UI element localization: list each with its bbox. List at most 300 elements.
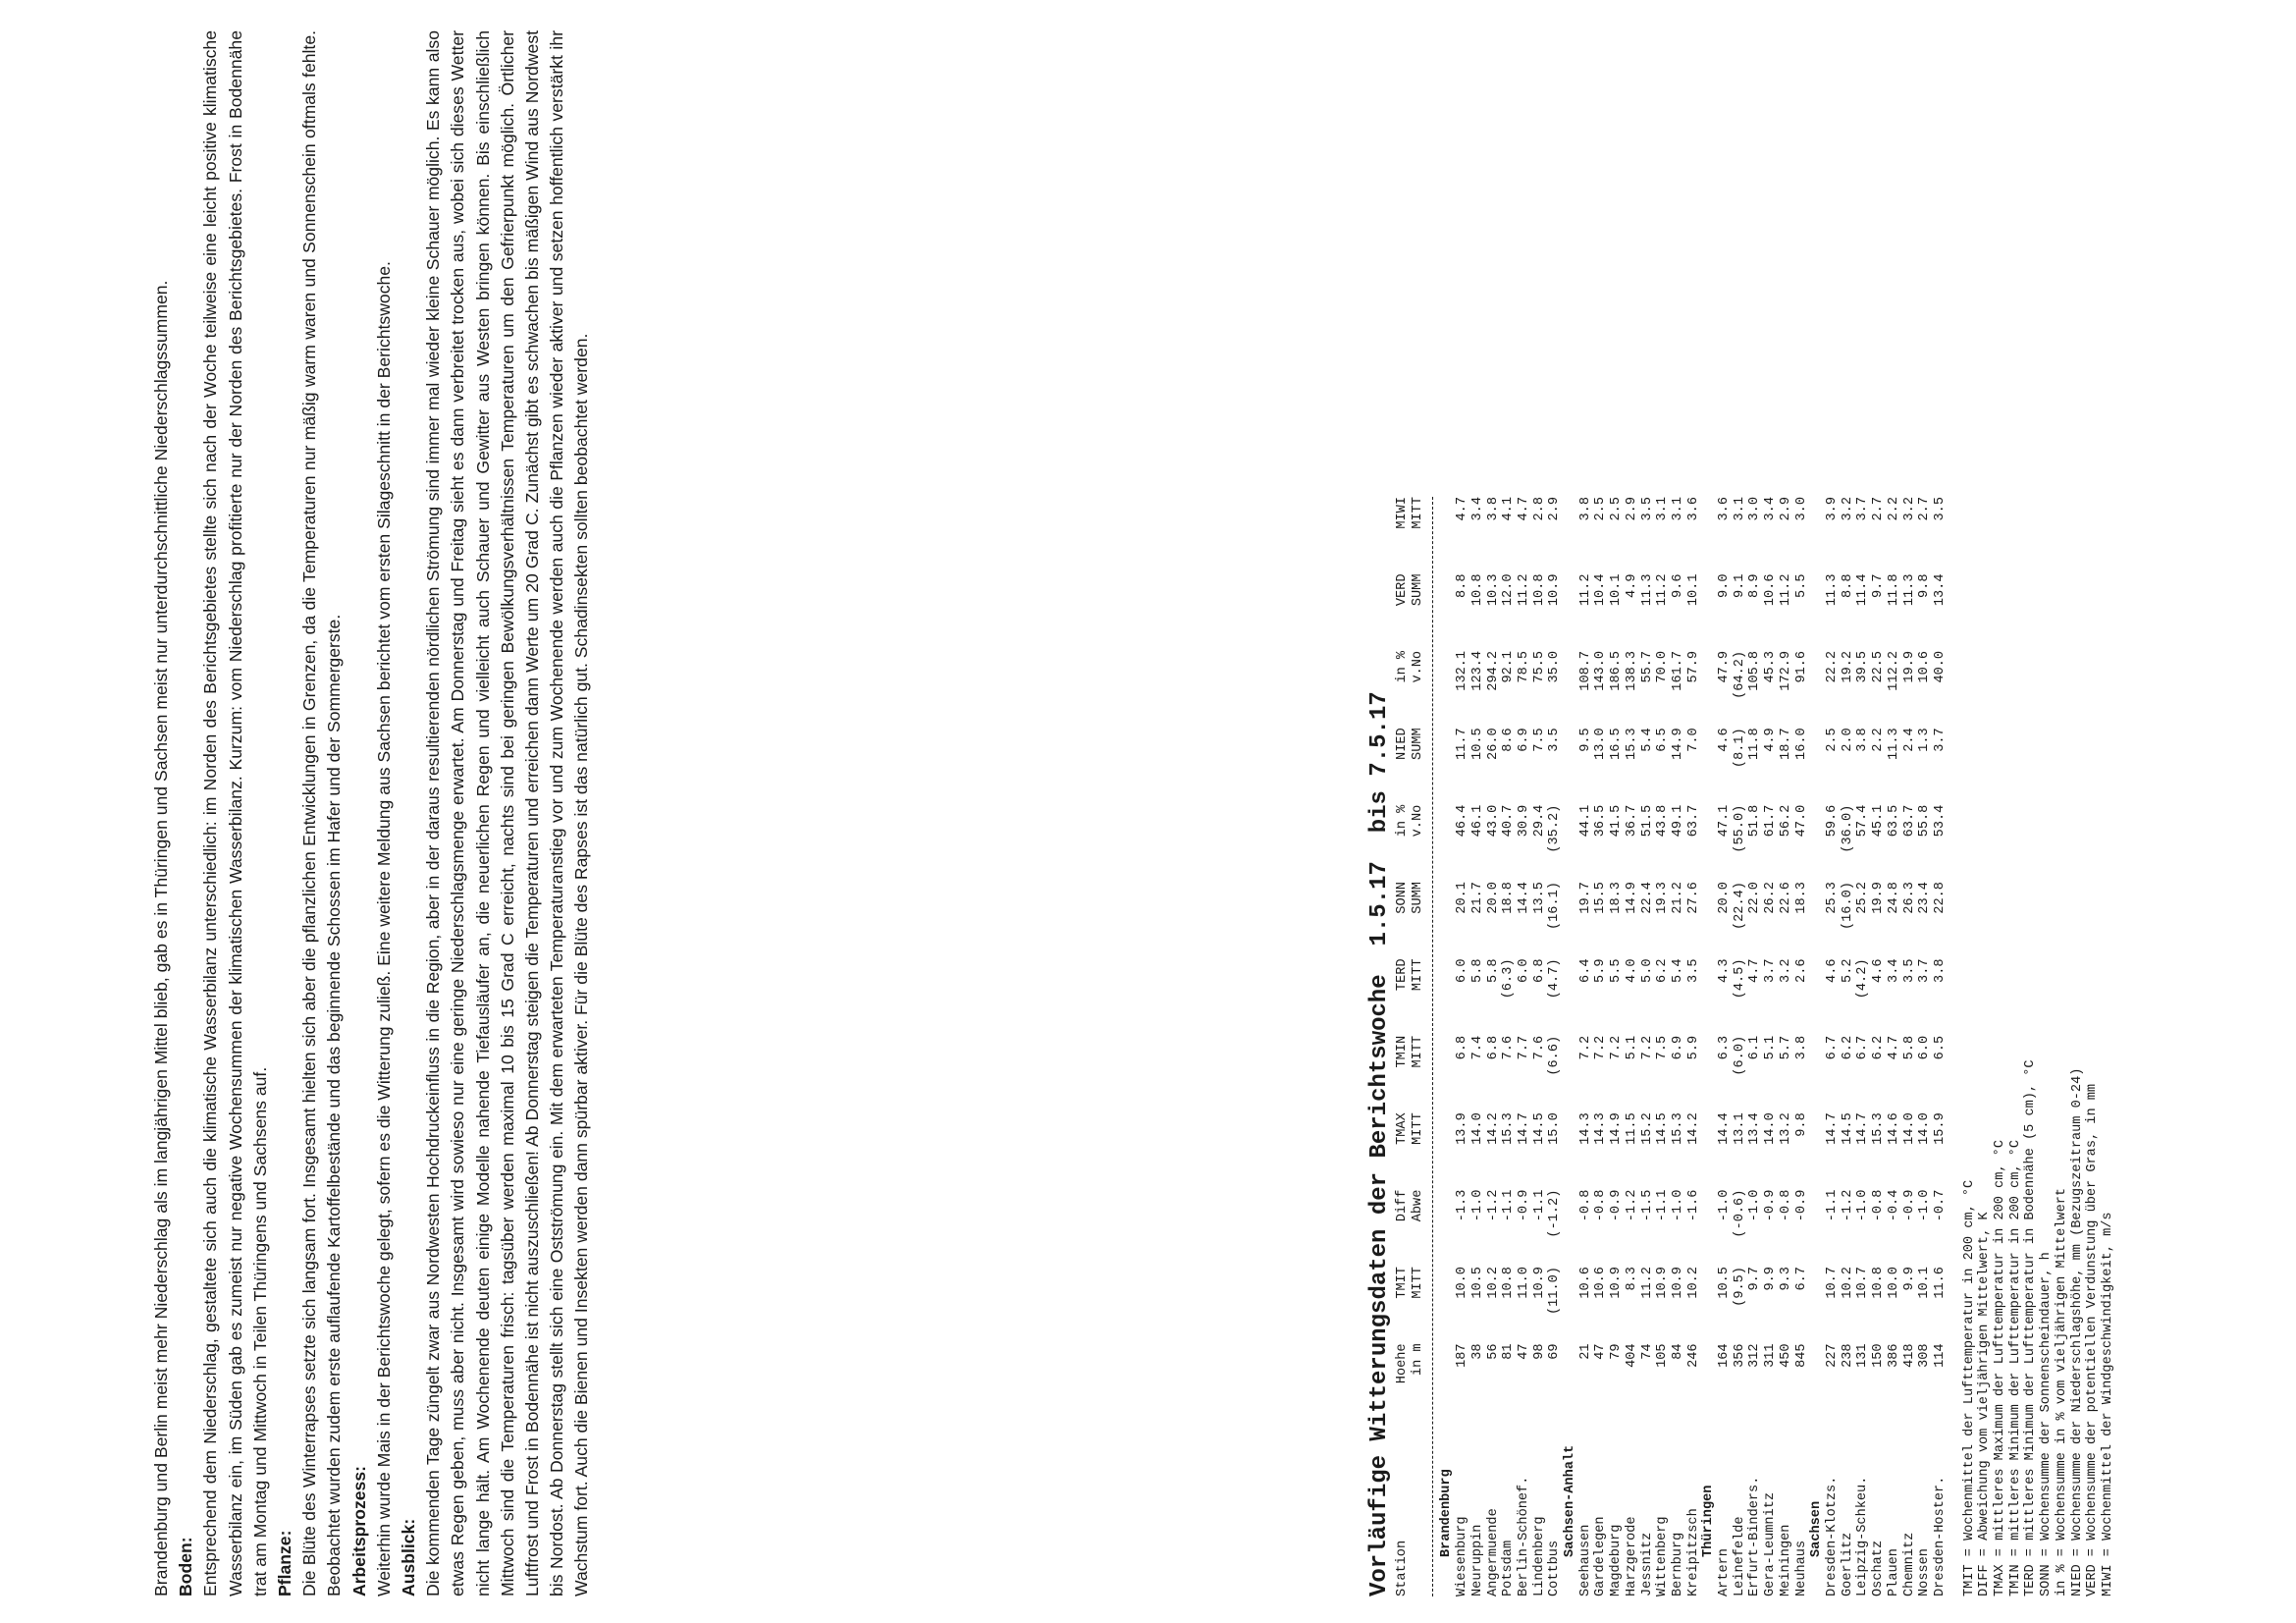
table-cell: 6.4 <box>1577 958 1593 983</box>
table-cell: 845 <box>1793 1343 1809 1368</box>
column-header: SUMM <box>1410 573 1425 607</box>
table-cell: 3.5 <box>1639 497 1655 521</box>
table-cell: 19.2 <box>1840 650 1855 683</box>
table-cell: 6.5 <box>1932 1035 1948 1060</box>
table-cell: 2.7 <box>1871 497 1887 521</box>
table-cell: 15.3 <box>1501 1112 1517 1145</box>
table-cell: 294.2 <box>1485 650 1501 691</box>
table-cell: -1.6 <box>1685 1189 1701 1222</box>
header-separator <box>1425 497 1439 1596</box>
table-cell: 43.0 <box>1485 804 1501 838</box>
legend-entry: TERD = mittleres Minimum der Lufttemperatur in Bodennähe (5 cm), °C <box>2023 1059 2039 1596</box>
table-cell: 3.2 <box>1778 958 1793 983</box>
table-cell: 14.9 <box>1670 728 1685 760</box>
table-cell: 238 <box>1840 1343 1855 1368</box>
table-cell: 69 <box>1547 1343 1563 1360</box>
table-cell: 5.0 <box>1639 958 1655 983</box>
table-cell: 18.3 <box>1609 882 1625 914</box>
table-cell: 3.5 <box>1685 958 1701 983</box>
table-cell: 9.6 <box>1670 573 1685 598</box>
table-cell: 4.9 <box>1763 728 1779 752</box>
table-cell: 9.5 <box>1577 728 1593 752</box>
header-row <box>1411 497 1426 1596</box>
table-cell: 47 <box>1593 1343 1609 1360</box>
table-cell: 5.4 <box>1670 958 1685 983</box>
table-cell: 6.7 <box>1793 1267 1809 1291</box>
table-cell: 98 <box>1531 1343 1547 1360</box>
legend-entry: MIWI = Wochenmittel der Windgeschwindigkeit, m/s <box>2100 1212 2115 1596</box>
table-cell: 9.9 <box>1763 1267 1779 1291</box>
table-cell: 8.8 <box>1840 573 1855 598</box>
table-cell: 10.8 <box>1871 1267 1887 1299</box>
column-header: Hoehe <box>1395 1343 1410 1384</box>
table-cell: 2.5 <box>1609 497 1625 521</box>
table-cell: 47.0 <box>1793 804 1809 838</box>
table-cell: 5.8 <box>1901 1035 1917 1060</box>
table-cell: 138.3 <box>1624 650 1639 691</box>
column-header: MITT <box>1410 958 1425 992</box>
column-header: MITT <box>1410 1267 1425 1299</box>
table-cell: 13.2 <box>1778 1112 1793 1145</box>
table-cell: (6.6) <box>1547 1035 1563 1076</box>
table-cell: -0.7 <box>1932 1189 1948 1222</box>
table-cell: 7.0 <box>1685 728 1701 752</box>
table-cell: 10.9 <box>1655 1267 1671 1299</box>
table-row <box>1609 497 1625 1596</box>
table-cell: 15.3 <box>1670 1112 1685 1145</box>
table-cell: 10.7 <box>1824 1267 1840 1299</box>
table-row <box>1902 497 1918 1596</box>
table-row <box>1841 497 1856 1596</box>
table-cell: 44.1 <box>1577 804 1593 838</box>
table-cell: 14.3 <box>1577 1112 1593 1145</box>
table-cell: 3.7 <box>1763 958 1779 983</box>
table-cell: 8.8 <box>1455 573 1470 598</box>
table-cell: 2.0 <box>1840 728 1855 752</box>
station-name: Cottbus <box>1547 1540 1563 1596</box>
table-cell: 13.1 <box>1732 1112 1747 1145</box>
table-cell: 6.9 <box>1516 728 1531 752</box>
table-cell: 15.0 <box>1547 1112 1563 1145</box>
table-cell: 161.7 <box>1670 650 1685 691</box>
table-row <box>1887 497 1902 1596</box>
table-cell: 186.5 <box>1609 650 1625 691</box>
separator-cell <box>1425 497 1439 1596</box>
column-header: in m <box>1410 1343 1425 1377</box>
table-cell: 13.0 <box>1593 728 1609 760</box>
table-cell: -1.1 <box>1824 1189 1840 1222</box>
table-cell: 308 <box>1917 1343 1933 1368</box>
table-cell: 11.6 <box>1932 1267 1948 1299</box>
table-cell: 21.7 <box>1469 882 1485 914</box>
table-cell: 8.3 <box>1624 1267 1639 1291</box>
table-cell: 19.9 <box>1901 650 1917 683</box>
table-cell: 11.4 <box>1855 573 1871 607</box>
table-cell: 39.5 <box>1855 650 1871 683</box>
station-name: Wittenberg <box>1655 1516 1671 1596</box>
station-name: Lindenberg <box>1531 1516 1547 1596</box>
table-cell: 47.1 <box>1717 804 1733 838</box>
table-cell: 404 <box>1624 1343 1639 1368</box>
station-name: Dresden-Klotzs. <box>1824 1476 1840 1596</box>
weather-table <box>1395 497 1949 1596</box>
weather-data-section <box>1365 26 2116 1596</box>
legend-entry: TMAX = mittleres Maximum der Lufttemperatur in 200 cm, °C <box>1993 1140 2008 1596</box>
table-cell: 4.7 <box>1886 1035 1901 1060</box>
column-header: SUMM <box>1410 728 1425 760</box>
table-cell: 14.2 <box>1685 1112 1701 1145</box>
section-text-pflanze: Die Blüte des Winterrapses setzte sich langsam fort. Insgesamt hielten sich aber die pflanzlichen Entwicklungen in Grenzen, da die Temperaturen nur mäßig warm waren und Sonnenschein oftmals fehlte. Beobachtet wurden zudem erste auflaufende Kartoffelbestände und das beginnende Schossen im Hafer und der Sommergerste. <box>299 30 345 1596</box>
station-name: Nossen <box>1917 1548 1933 1596</box>
table-cell: 10.1 <box>1609 573 1625 607</box>
station-name: Magdeburg <box>1609 1524 1625 1596</box>
table-cell: 11.3 <box>1824 573 1840 607</box>
table-cell: 6.0 <box>1917 1035 1933 1060</box>
table-cell: 14.7 <box>1516 1112 1531 1145</box>
table-cell: (8.1) <box>1732 728 1747 769</box>
table-cell: 14.5 <box>1655 1112 1671 1145</box>
table-cell: 3.8 <box>1932 958 1948 983</box>
table-cell: 3.8 <box>1577 497 1593 521</box>
table-cell: 114 <box>1932 1343 1948 1368</box>
table-cell: (-0.6) <box>1732 1189 1747 1238</box>
table-cell: 4.6 <box>1717 728 1733 752</box>
table-cell: 6.9 <box>1670 1035 1685 1060</box>
table-cell: -1.0 <box>1747 1189 1763 1222</box>
table-cell: 11.2 <box>1577 573 1593 607</box>
station-name: Berlin-Schönef. <box>1516 1476 1531 1596</box>
section-heading-arbeitsprozess: Arbeitsprozess: <box>348 1466 369 1596</box>
table-cell: 70.0 <box>1655 650 1671 683</box>
table-cell: 6.2 <box>1840 1035 1855 1060</box>
column-header <box>1411 1421 1426 1596</box>
table-cell: -1.2 <box>1485 1189 1501 1222</box>
table-cell: 150 <box>1871 1343 1887 1368</box>
table-cell: 61.7 <box>1763 804 1779 838</box>
table-cell: 40.0 <box>1932 650 1948 683</box>
table-cell: 2.2 <box>1871 728 1887 752</box>
table-row <box>1671 497 1686 1596</box>
table-cell: 15.3 <box>1624 728 1639 760</box>
table-cell: 10.4 <box>1593 573 1609 607</box>
table-row <box>1917 497 1933 1596</box>
legend-entry: NIED = Wochensumme der Niederschlagshöhe, mm (Bezugszeitraum 0-24) <box>2069 1067 2085 1596</box>
table-cell: 10.6 <box>1577 1267 1593 1299</box>
table-cell: 19.7 <box>1577 882 1593 914</box>
table-row <box>1855 497 1871 1596</box>
table-cell: 11.5 <box>1624 1112 1639 1145</box>
table-cell: (22.4) <box>1732 882 1747 931</box>
table-cell: 63.7 <box>1901 804 1917 838</box>
table-cell: 5.9 <box>1685 1035 1701 1060</box>
table-cell: 26.2 <box>1763 882 1779 914</box>
table-cell: 105 <box>1655 1343 1671 1368</box>
table-cell: 246 <box>1685 1343 1701 1368</box>
region-row <box>1809 497 1825 1596</box>
table-cell: 10.8 <box>1531 573 1547 607</box>
table-cell: 11.2 <box>1639 1267 1655 1299</box>
table-header <box>1395 497 1439 1596</box>
table-row <box>1532 497 1548 1596</box>
table-cell: 55.7 <box>1639 650 1655 683</box>
table-cell: 14.6 <box>1886 1112 1901 1145</box>
table-cell: 2.9 <box>1547 497 1563 521</box>
table-cell: 3.8 <box>1793 1035 1809 1060</box>
table-row <box>1779 497 1794 1596</box>
table-cell: -1.1 <box>1531 1189 1547 1222</box>
station-name: Harzgerode <box>1624 1516 1639 1596</box>
table-cell: 56 <box>1485 1343 1501 1360</box>
header-row <box>1395 497 1411 1596</box>
table-cell: (4.5) <box>1732 958 1747 1000</box>
table-cell: (4.2) <box>1855 958 1871 1000</box>
table-cell: 3.1 <box>1655 497 1671 521</box>
table-cell: 4.7 <box>1747 958 1763 983</box>
table-row <box>1547 497 1563 1596</box>
table-cell: 10.3 <box>1485 573 1501 607</box>
column-header: MITT <box>1410 1112 1425 1145</box>
table-cell: 10.6 <box>1763 573 1779 607</box>
table-cell: 92.1 <box>1501 650 1517 683</box>
station-name: Oschatz <box>1871 1540 1887 1596</box>
table-cell: 15.2 <box>1639 1112 1655 1145</box>
table-cell: -1.0 <box>1855 1189 1871 1222</box>
table-cell: 11.8 <box>1886 573 1901 607</box>
station-name: Artern <box>1717 1548 1733 1596</box>
table-cell: 10.8 <box>1501 1267 1517 1299</box>
table-cell: 26.0 <box>1485 728 1501 760</box>
table-cell: 25.3 <box>1824 882 1840 914</box>
table-cell: 3.2 <box>1901 497 1917 521</box>
table-row <box>1455 497 1470 1596</box>
legend-entry: VERD = Wochensumme der potentiellen Verdunstung über Gras, in mm <box>2085 1083 2101 1596</box>
table-row <box>1486 497 1502 1596</box>
table-cell: 20.0 <box>1485 882 1501 914</box>
table-cell: 3.8 <box>1855 728 1871 752</box>
table-cell: 30.9 <box>1516 804 1531 838</box>
table-cell: 25.2 <box>1855 882 1871 914</box>
table-cell: 45.1 <box>1871 804 1887 838</box>
table-cell: 14.4 <box>1516 882 1531 914</box>
table-cell: 10.9 <box>1670 1267 1685 1299</box>
column-header: NIED <box>1395 728 1410 760</box>
table-cell: 6.5 <box>1655 728 1671 752</box>
table-cell: 10.6 <box>1593 1267 1609 1299</box>
table-row <box>1825 497 1841 1596</box>
legend <box>1962 26 2116 1596</box>
table-row <box>1625 497 1640 1596</box>
table-cell: (16.0) <box>1840 882 1855 931</box>
dashed-rule <box>1432 497 1433 1596</box>
table-cell: 5.8 <box>1469 958 1485 983</box>
table-cell: 10.2 <box>1685 1267 1701 1299</box>
table-cell: 55.8 <box>1917 804 1933 838</box>
column-header: Station <box>1395 1540 1410 1596</box>
table-cell: 5.5 <box>1609 958 1625 983</box>
table-cell: 14.7 <box>1855 1112 1871 1145</box>
station-name: Dresden-Hoster. <box>1932 1476 1948 1596</box>
station-name: Leipzig-Schkeu. <box>1855 1476 1871 1596</box>
station-name: Gardelegen <box>1593 1516 1609 1596</box>
column-header: MIWI <box>1395 497 1410 529</box>
table-cell: 57.9 <box>1685 650 1701 683</box>
table-cell: 3.4 <box>1763 497 1779 521</box>
table-cell: 15.5 <box>1593 882 1609 914</box>
column-header: in % <box>1395 650 1410 683</box>
region-row <box>1701 497 1717 1596</box>
table-cell: 187 <box>1455 1343 1470 1368</box>
column-header: Abwe <box>1410 1189 1425 1222</box>
table-cell: 57.4 <box>1855 804 1871 838</box>
table-cell: 11.3 <box>1639 573 1655 607</box>
table-cell: -1.0 <box>1717 1189 1733 1222</box>
table-cell: 9.1 <box>1732 573 1747 598</box>
table-cell: 6.3 <box>1717 1035 1733 1060</box>
table-cell: 312 <box>1747 1343 1763 1368</box>
table-cell: -0.9 <box>1793 1189 1809 1222</box>
table-cell: 14.2 <box>1485 1112 1501 1145</box>
table-cell: (9.5) <box>1732 1267 1747 1307</box>
table-cell: 36.7 <box>1624 804 1639 838</box>
table-cell: 12.0 <box>1501 573 1517 607</box>
table-cell: -1.3 <box>1455 1189 1470 1222</box>
table-cell: 47.9 <box>1717 650 1733 683</box>
table-cell: 6.7 <box>1824 1035 1840 1060</box>
table-cell: 105.8 <box>1747 650 1763 691</box>
table-cell: 4.3 <box>1717 958 1733 983</box>
table-cell: -1.0 <box>1917 1189 1933 1222</box>
region-name: Brandenburg <box>1439 1469 1455 1557</box>
table-cell: -1.0 <box>1670 1189 1685 1222</box>
table-cell: 10.1 <box>1685 573 1701 607</box>
table-cell: 11.0 <box>1516 1267 1531 1299</box>
table-cell: 26.3 <box>1901 882 1917 914</box>
table-cell: 6.2 <box>1871 1035 1887 1060</box>
table-cell: -0.8 <box>1871 1189 1887 1222</box>
table-cell: (16.1) <box>1547 882 1563 931</box>
table-cell: 14.9 <box>1624 882 1639 914</box>
table-cell: 43.8 <box>1655 804 1671 838</box>
table-cell: 450 <box>1778 1343 1793 1368</box>
table-cell: 10.1 <box>1917 1267 1933 1299</box>
station-name: Chemnitz <box>1901 1532 1917 1596</box>
table-cell: 22.5 <box>1871 650 1887 683</box>
table-cell: 47 <box>1516 1343 1531 1360</box>
table-cell: 16.0 <box>1793 728 1809 760</box>
table-cell: 10.5 <box>1469 1267 1485 1299</box>
table-cell: 14.0 <box>1469 1112 1485 1145</box>
table-cell: 20.0 <box>1717 882 1733 914</box>
table-cell: 4.9 <box>1624 573 1639 598</box>
table-cell: 3.9 <box>1824 497 1840 521</box>
table-cell: 14.5 <box>1840 1112 1855 1145</box>
station-name: Plauen <box>1886 1548 1901 1596</box>
region-row <box>1563 497 1578 1596</box>
table-cell: 6.0 <box>1516 958 1531 983</box>
table-cell: 4.7 <box>1516 497 1531 521</box>
table-cell: 5.5 <box>1793 573 1809 598</box>
table-cell: 19.9 <box>1871 882 1887 914</box>
table-cell: 3.5 <box>1547 728 1563 752</box>
table-cell: 38 <box>1469 1343 1485 1360</box>
table-cell: 112.2 <box>1886 650 1901 691</box>
table-cell: 6.2 <box>1655 958 1671 983</box>
table-cell: 14.3 <box>1593 1112 1609 1145</box>
table-cell: 18.7 <box>1778 728 1793 760</box>
column-header: SONN <box>1395 882 1410 914</box>
table-cell: 49.1 <box>1670 804 1685 838</box>
table-cell: 15.9 <box>1932 1112 1948 1145</box>
table-title: Vorläufige Witterungsdaten der Berichtswoche 1.5.17 bis 7.5.17 <box>1366 691 1393 1596</box>
table-cell: (11.0) <box>1547 1267 1563 1315</box>
table-cell: 51.5 <box>1639 804 1655 838</box>
table-cell: 63.5 <box>1886 804 1901 838</box>
table-cell: 14.0 <box>1917 1112 1933 1145</box>
table-cell: 45.3 <box>1763 650 1779 683</box>
table-cell: 10.9 <box>1547 573 1563 607</box>
table-cell: 7.4 <box>1469 1035 1485 1060</box>
table-cell: 9.7 <box>1747 1267 1763 1291</box>
table-cell: 3.5 <box>1901 958 1917 983</box>
legend-entry: TMIT = Wochenmittel der Lufttemperatur in 200 cm, °C <box>1961 1179 1977 1596</box>
table-cell: 27.6 <box>1685 882 1701 914</box>
table-row <box>1763 497 1779 1596</box>
table-cell: 3.1 <box>1670 497 1685 521</box>
table-cell: 2.7 <box>1917 497 1933 521</box>
table-row <box>1640 497 1656 1596</box>
column-header: v.No <box>1410 650 1425 683</box>
table-cell: 3.4 <box>1469 497 1485 521</box>
column-header: TMAX <box>1395 1112 1410 1145</box>
table-cell: 10.0 <box>1886 1267 1901 1299</box>
table-cell: 14.5 <box>1531 1112 1547 1145</box>
station-name: Meiningen <box>1778 1524 1793 1596</box>
table-row <box>1794 497 1810 1596</box>
table-cell: 356 <box>1732 1343 1747 1368</box>
table-cell: 6.8 <box>1485 1035 1501 1060</box>
section-heading-pflanze: Pflanze: <box>275 1530 295 1596</box>
table-cell: 2.5 <box>1824 728 1840 752</box>
table-cell: -1.1 <box>1501 1189 1517 1222</box>
column-header: MITT <box>1410 497 1425 529</box>
table-cell: 59.6 <box>1824 804 1840 838</box>
table-cell: 6.8 <box>1531 958 1547 983</box>
table-cell: 10.2 <box>1485 1267 1501 1299</box>
column-header: v.No <box>1410 804 1425 838</box>
region-row <box>1439 497 1455 1596</box>
table-cell: (35.2) <box>1547 804 1563 853</box>
table-cell: 3.7 <box>1917 958 1933 983</box>
table-cell: 91.6 <box>1793 650 1809 683</box>
table-cell: 46.1 <box>1469 804 1485 838</box>
table-cell: 29.4 <box>1531 804 1547 838</box>
table-cell: 79 <box>1609 1343 1625 1360</box>
column-header: VERD <box>1395 573 1410 607</box>
table-cell: (4.7) <box>1547 958 1563 1000</box>
table-row <box>1733 497 1748 1596</box>
table-cell: 24.8 <box>1886 882 1901 914</box>
table-cell: 2.2 <box>1886 497 1901 521</box>
table-cell: 5.4 <box>1639 728 1655 752</box>
table-cell: 4.7 <box>1455 497 1470 521</box>
table-cell: 2.9 <box>1624 497 1639 521</box>
table-cell: 9.8 <box>1793 1112 1809 1137</box>
table-cell: 11.8 <box>1747 728 1763 760</box>
table-cell: 10.5 <box>1469 728 1485 760</box>
station-name: Leinefelde <box>1732 1516 1747 1596</box>
table-cell: -0.9 <box>1901 1189 1917 1222</box>
table-cell: 7.5 <box>1531 728 1547 752</box>
